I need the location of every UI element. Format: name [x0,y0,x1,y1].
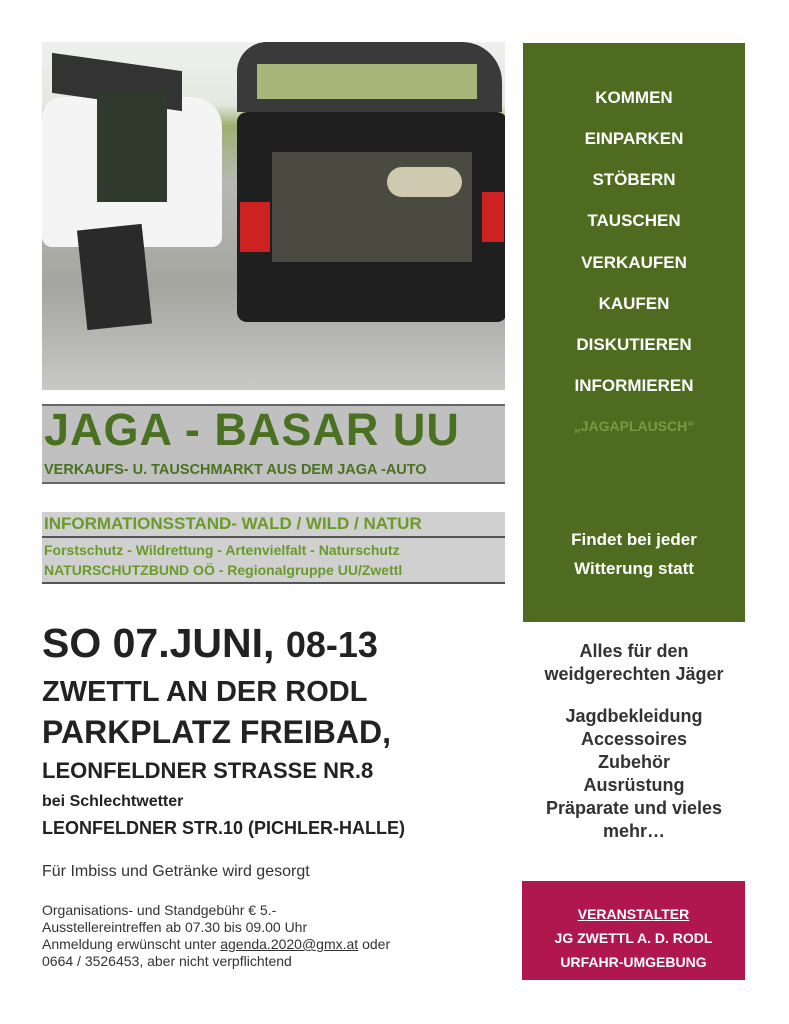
event-town: ZWETTL AN DER RODL [42,676,368,708]
activity-item: KAUFEN [598,294,670,313]
phone-text: 0664 / 3526453, aber nicht verpflichtend [42,953,292,969]
fee-text: Organisations- und Standgebühr € 5.- [42,902,277,918]
organizer-name: JG ZWETTL A. D. RODL [554,930,713,946]
info-topics: Forstschutz - Wildrettung - Artenvielfalt - Naturschutz [44,542,400,558]
date-text: SO 07.JUNI, [42,620,275,666]
event-location: PARKPLATZ FREIBAD, [42,714,392,750]
organizer-region: URFAHR-UMGEBUNG [560,954,707,970]
weather-line-2: Witterung statt [574,559,694,578]
offer-item: Ausrüstung [583,775,685,795]
alt-address: LEONFELDNER STR.10 (PICHLER-HALLE) [42,818,406,838]
registration-text [42,936,390,952]
activities-box [523,43,745,622]
event-address: LEONFELDNER STRASSE NR.8 [42,758,374,783]
offer-heading: Alles für den [579,641,689,661]
offer-heading: weidgerechten Jäger [544,664,724,684]
weather-line-1: Findet bei jeder [571,530,697,549]
offer-item: mehr… [602,821,665,841]
arrival-text: Ausstellereintreffen ab 07.30 bis 09.00 Uhr [42,919,308,935]
time-text: 08-13 [285,624,378,665]
activity-item: TAUSCHEN [587,211,681,230]
offer-item: Zubehör [598,752,670,772]
subtitle: VERKAUFS- U. TAUSCHMARKT AUS DEM JAGA -AUTO [44,462,427,478]
divider [42,536,505,538]
registration-suffix: oder [358,936,391,952]
event-date [42,620,378,667]
info-partner: NATURSCHUTZBUND OÖ - Regionalgruppe UU/Zwettl [44,562,403,578]
activity-item: KOMMEN [595,88,673,107]
activity-item: EINPARKEN [584,129,684,148]
activity-item: VERKAUFEN [581,253,687,272]
divider [42,582,505,584]
registration-prefix: Anmeldung erwünscht unter [42,936,221,952]
activity-item: STÖBERN [592,170,676,189]
car-trunks-photo [42,42,505,390]
food-note: Für Imbiss und Getränke wird gesorgt [42,863,310,880]
page-title: JAGA - BASAR UU [44,404,460,455]
jagaplausch: „JAGAPLAUSCH“ [573,418,695,434]
offer-item: Präparate und vieles [545,798,723,818]
organizer-box [522,881,745,980]
offer-list [523,640,745,843]
offer-item: Accessoires [580,729,688,749]
activity-item: DISKUTIEREN [576,335,692,354]
offer-item: Jagdbekleidung [565,706,703,726]
bad-weather-label: bei Schlechtwetter [42,793,184,810]
email-link[interactable]: agenda.2020@gmx.at [220,936,359,952]
activity-item: INFORMIEREN [574,376,694,395]
info-title: INFORMATIONSSTAND- WALD / WILD / NATUR [44,514,422,533]
organizer-label: VERANSTALTER [577,906,690,922]
